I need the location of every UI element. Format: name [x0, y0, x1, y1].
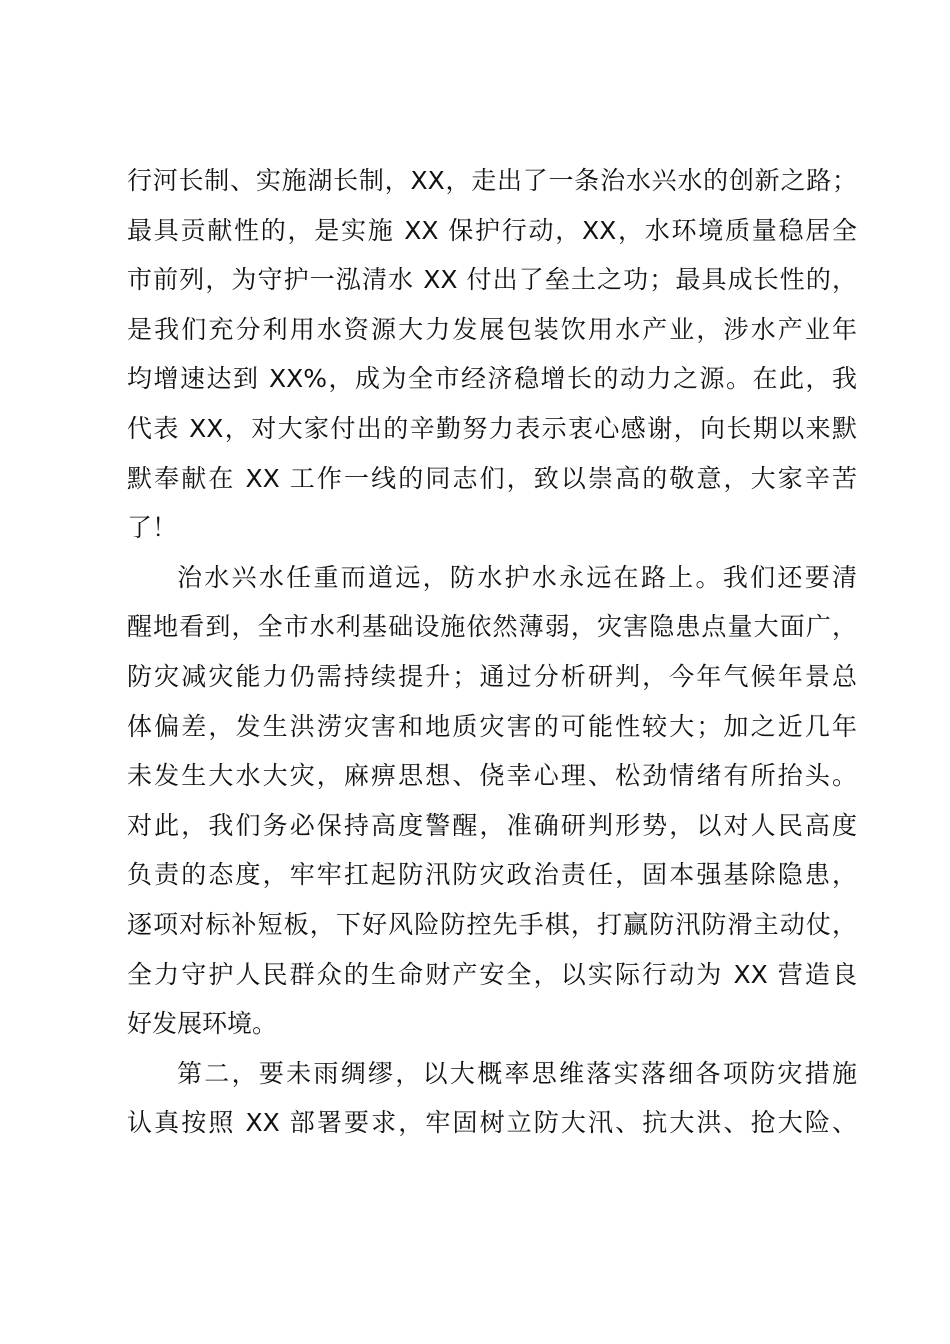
text-line: 第二，要未雨绸缪，以大概率思维落实落细各项防灾措施 [177, 1058, 857, 1088]
text-line: 逐项对标补短板，下好风险防控先手棋，打赢防汛防滑主动仗， [127, 909, 857, 939]
paragraph-2 [127, 553, 857, 1049]
text-line: 均增速达到 XX%，成为全市经济稳增长的动力之源。在此，我 [127, 364, 857, 394]
text-line: 是我们充分利用水资源大力发展包装饮用水产业，涉水产业年 [127, 314, 857, 344]
text-line: 未发生大水大灾，麻痹思想、侥幸心理、松劲情绪有所抬头。 [127, 761, 857, 791]
text-line: 认真按照 XX 部署要求，牢固树立防大汛、抗大洪、抢大险、 [127, 1108, 857, 1138]
text-line: 醒地看到，全市水利基础设施依然薄弱，灾害隐患点量大面广， [127, 612, 857, 642]
text-line: 负责的态度，牢牢扛起防汛防灾政治责任，固本强基除隐患， [127, 860, 857, 890]
text-line: 治水兴水任重而道远，防水护水永远在路上。我们还要清 [177, 562, 857, 592]
text-line: 默奉献在 XX 工作一线的同志们，致以崇高的敬意，大家辛苦 [127, 463, 857, 493]
paragraph-3 [127, 1049, 857, 1148]
document-body [127, 156, 857, 1148]
text-line: 市前列，为守护一泓清水 XX 付出了垒土之功；最具成长性的， [127, 265, 857, 295]
text-line: 对此，我们务必保持高度警醒，准确研判形势，以对人民高度 [127, 810, 857, 840]
text-line: 防灾减灾能力仍需持续提升；通过分析研判，今年气候年景总 [127, 661, 857, 691]
text-line: 好发展环境。 [127, 1009, 278, 1039]
text-line: 了！ [127, 513, 178, 543]
text-line: 行河长制、实施湖长制，XX，走出了一条治水兴水的创新之路； [127, 166, 857, 195]
paragraph-1 [127, 156, 857, 553]
text-line: 全力守护人民群众的生命财产安全，以实际行动为 XX 营造良 [127, 959, 857, 989]
text-line: 最具贡献性的，是实施 XX 保护行动，XX，水环境质量稳居全 [127, 215, 857, 245]
text-line: 代表 XX，对大家付出的辛勤努力表示衷心感谢，向长期以来默 [127, 413, 857, 443]
text-line: 体偏差，发生洪涝灾害和地质灾害的可能性较大；加之近几年 [127, 711, 857, 741]
